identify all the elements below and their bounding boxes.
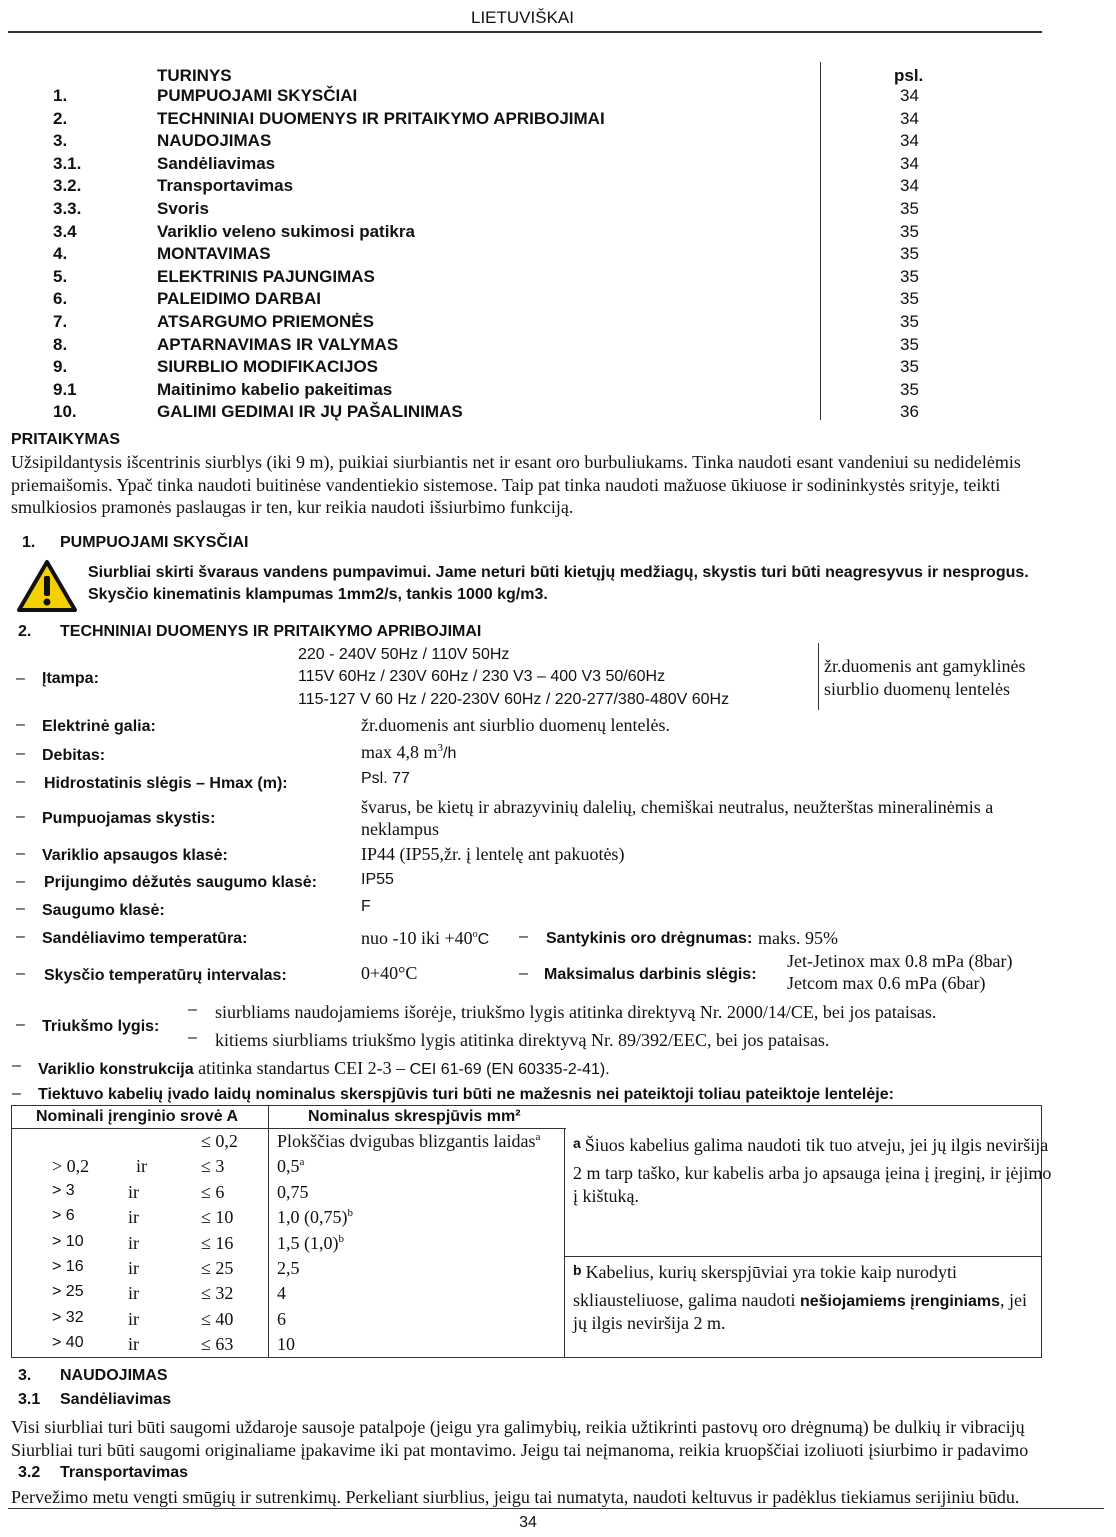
dash-bullet (16, 965, 25, 983)
flow-unit-sup: 3 (437, 742, 443, 754)
table-header-rule (11, 1128, 566, 1129)
max-pressure-label: Maksimalus darbinis slėgis: (544, 966, 757, 983)
toc-item-title: PUMPUOJAMI SKYSČIAI (157, 86, 358, 105)
dash-bullet (16, 1016, 25, 1034)
voltage-line-3: 115-127 V 60 Hz / 220-230V 60Hz / 220-277/380-480V 60Hz (298, 691, 730, 708)
dash-bullet (519, 965, 528, 983)
noise-line-2: kitiems siurbliams triukšmo lygis atitinka direktyvą Nr. 89/392/EEC, bei jos pataisas. (215, 1030, 830, 1050)
storage-temp-unit: C (477, 931, 490, 948)
cable-row-from: > 0,2 (52, 1156, 90, 1176)
note-b-line-2 (573, 1290, 1027, 1311)
cable-row-to: ≤ 40 (201, 1309, 234, 1329)
voltage-note-divider (818, 643, 819, 710)
section2-num: 2. (18, 623, 32, 640)
power-value: žr.duomenis ant siurblio duomenų lentelės. (361, 715, 670, 735)
toc-item-page: 35 (900, 289, 919, 308)
max-pressure-line-2: Jetcom max 0.6 mPa (6bar) (787, 973, 986, 993)
toc-item-title: TECHNINIAI DUOMENYS IR PRITAIKYMO APRIBOJIMAI (157, 109, 605, 128)
box-protection-label: Prijungimo dėžutės saugumo klasė: (44, 874, 317, 891)
note-b-line-1: Kabelius, kurių skerspjūviai yra tokie kaip nurodyti (585, 1262, 957, 1282)
motor-protection-value: IP44 (IP55,žr. į lentelę ant pakuotės) (361, 844, 625, 864)
toc-item-title: Variklio veleno sukimosi patikra (157, 222, 415, 241)
section1-num: 1. (22, 534, 36, 551)
dash-bullet (188, 1029, 197, 1047)
toc-item-number: 1. (53, 86, 68, 105)
cable-row-section (277, 1283, 286, 1304)
toc-item-number: 4. (53, 244, 68, 263)
note-b (573, 1262, 957, 1283)
toc-item-title: NAUDOJIMAS (157, 131, 272, 150)
section3-num: 3. (18, 1367, 32, 1384)
cable-row-to: ≤ 25 (201, 1258, 234, 1278)
toc-item-page: 34 (900, 86, 919, 105)
cable-row-to: ≤ 32 (201, 1283, 234, 1303)
noise-label: Triukšmo lygis: (42, 1018, 160, 1035)
liquid-line-1: švarus, be kietų ir abrazyvinių dalelių, chemiškai neutralus, neužterštas mineralinėmis a (361, 797, 994, 817)
cable-row-to: ≤ 16 (201, 1233, 234, 1253)
dash-bullet (16, 845, 25, 863)
safety-class-value: F (361, 898, 371, 915)
head-value: Psl. 77 (361, 770, 410, 787)
motor-construction-value-a: atitinka standartus CEI 2-3 – (198, 1058, 410, 1078)
dash-bullet (16, 773, 25, 791)
toc-item-title: MONTAVIMAS (157, 244, 271, 263)
toc-item-page: 34 (900, 131, 919, 150)
toc-item-page: 35 (900, 199, 919, 218)
cable-row-footnote-mark: a (535, 1131, 541, 1143)
cable-row-section (277, 1182, 309, 1203)
voltage-line-1: 220 - 240V 50Hz / 110V 50Hz (298, 646, 510, 663)
toc-divider (820, 62, 821, 420)
table-col1-header: Nominali įrenginio srovė A (36, 1108, 239, 1125)
toc-item-title: PALEIDIMO DARBAI (157, 289, 322, 308)
motor-construction-label: Variklio konstrukcija (38, 1061, 194, 1078)
toc-item-page: 34 (900, 176, 919, 195)
toc-item-page: 35 (900, 357, 919, 376)
toc-item-title: ELEKTRINIS PAJUNGIMAS (157, 267, 375, 286)
storage-temp-number: nuo -10 iki +40 (361, 928, 473, 948)
cable-row-from: > 10 (52, 1233, 84, 1250)
liquid-temp-value: 0+40°C (361, 963, 418, 983)
noise-line-1: siurbliams naudojamiems išorėje, triukšmo lygis atitinka direktyvą Nr. 2000/14/CE, bei jos pataisas. (215, 1002, 937, 1022)
toc-item-number: 9.1 (53, 380, 77, 399)
toc-item-number: 3.2. (53, 176, 82, 195)
toc-item-title: Maitinimo kabelio pakeitimas (157, 380, 393, 399)
cable-row-joiner: ir (128, 1182, 139, 1202)
warning-icon (16, 559, 78, 613)
cable-row-section (277, 1233, 344, 1254)
toc-item-page: 34 (900, 154, 919, 173)
toc-item-number: 3. (53, 131, 68, 150)
flow-value (361, 742, 456, 763)
toc-title: TURINYS (157, 66, 232, 85)
toc-item-page: 35 (900, 335, 919, 354)
page-number: 34 (519, 1514, 537, 1531)
cable-row-from: > 32 (52, 1309, 84, 1326)
header-language: LIETUVIŠKAI (471, 8, 574, 27)
cable-row-section-value: 1,5 (1,0) (277, 1233, 339, 1253)
toc-item-title: SIURBLIO MODIFIKACIJOS (157, 357, 379, 376)
humidity-label: Santykinis oro drėgnumas: (546, 930, 753, 947)
section3-2-line: Pervežimo metu vengti smūgių ir sutrenkimų. Perkeliant siurblius, jeigu tai numatyta, naudoti keltuvus ir padėklus tiekiamus serijiniu būdu. (11, 1487, 1020, 1507)
application-heading: PRITAIKYMAS (11, 431, 121, 448)
toc-item-page: 35 (900, 222, 919, 241)
cable-row-joiner: ir (128, 1309, 139, 1329)
note-b-line-2-pre: skliausteliuose, galima naudoti (573, 1290, 800, 1310)
dash-bullet (12, 1085, 21, 1103)
max-pressure-line-1: Jet-Jetinox max 0.8 mPa (8bar) (787, 951, 1013, 971)
cable-row-from: > 3 (52, 1182, 75, 1199)
table-border-bottom (11, 1357, 1042, 1358)
toc-item-number: 10. (53, 402, 77, 421)
box-protection-value: IP55 (361, 871, 394, 888)
table-notes-rule (564, 1256, 1042, 1257)
cable-row-footnote-mark: b (338, 1233, 344, 1245)
cable-row-section-value: 0,75 (277, 1182, 309, 1202)
dash-bullet (16, 745, 25, 763)
cable-row-section (277, 1131, 540, 1152)
toc-item-title: Transportavimas (157, 176, 294, 195)
dash-bullet (12, 1057, 21, 1075)
table-notes-divider (564, 1128, 565, 1357)
cable-row-to: ≤ 63 (201, 1334, 234, 1354)
cable-row-to: ≤ 6 (201, 1182, 225, 1202)
section3-1-title: Sandėliavimas (60, 1391, 172, 1408)
note-b-mark: b (573, 1262, 582, 1278)
toc-item-number: 2. (53, 109, 68, 128)
cable-intro: Tiektuvo kabelių įvado laidų nominalus skerspjūvis turi būti ne mažesnis nei pateiktoji toliau pateiktoje lentelėje: (38, 1086, 894, 1103)
cable-row-footnote-mark: b (347, 1207, 353, 1219)
cable-row-section (277, 1207, 353, 1228)
section1-warning-line-1: Siurbliai skirti švaraus vandens pumpavimui. Jame neturi būti kietųjų medžiagų, skystis turi būti neagresyvus ir nesprogus. (88, 564, 1029, 581)
application-line-1: Užsipildantysis išcentrinis siurblys (iki 9 m), puikiai siurbiantis net ir esant oro burbuliukams. Tinka naudoti esant vandeniui su nedidelėmis (11, 452, 1021, 472)
toc-item-number: 5. (53, 267, 68, 286)
application-line-3: smulkiosios pramonės paslaugas ir ten, kur reikia naudoti išsiurbimo funkciją. (11, 497, 574, 517)
toc-item-title: APTARNAVIMAS IR VALYMAS (157, 335, 399, 354)
table-col-divider (268, 1105, 269, 1357)
dash-bullet (519, 928, 528, 946)
cable-row-joiner: ir (128, 1283, 139, 1303)
voltage-note-line-1: žr.duomenis ant gamyklinės (824, 656, 1026, 676)
voltage-line-2: 115V 60Hz / 230V 60Hz / 230 V3 – 400 V3 50/60Hz (298, 668, 666, 685)
cable-row-from: > 40 (52, 1334, 84, 1351)
dash-bullet (16, 808, 25, 826)
toc-item-title: Sandėliavimas (157, 154, 276, 173)
toc-item-number: 3.1. (53, 154, 82, 173)
safety-class-label: Saugumo klasė: (42, 902, 165, 919)
cable-row-to: ≤ 3 (201, 1156, 225, 1176)
note-a-line-3: į kištuką. (573, 1186, 639, 1206)
toc-item-number: 3.4 (53, 222, 77, 241)
storage-temp-label: Sandėliavimo temperatūra: (42, 930, 248, 947)
table-col2-header: Nominalus skrespjūvis mm² (308, 1108, 521, 1125)
section2-title: TECHNINIAI DUOMENYS IR PRITAIKYMO APRIBOJIMAI (60, 623, 482, 640)
note-b-line-3: jų ilgis neviršija 2 m. (573, 1313, 726, 1333)
cable-row-joiner: ir (128, 1258, 139, 1278)
toc-item-page: 36 (900, 402, 919, 421)
toc-item-page: 35 (900, 244, 919, 263)
cable-row-footnote-mark: a (299, 1156, 305, 1168)
humidity-value: maks. 95% (758, 928, 838, 948)
toc-item-page: 35 (900, 267, 919, 286)
table-border-top (11, 1105, 1042, 1106)
dash-bullet (16, 716, 25, 734)
power-label: Elektrinė galia: (42, 718, 156, 735)
header-rule (8, 31, 1042, 33)
note-b-line-2-post: , jei (1000, 1290, 1028, 1310)
storage-temp-degree: o (472, 929, 478, 940)
dash-bullet (16, 873, 25, 891)
section1-title: PUMPUOJAMI SKYSČIAI (60, 534, 249, 551)
section3-1-line-1: Visi siurbliai turi būti saugomi uždaroje sausoje patalpoje (jeigu yra galimybių, reikia užtikrinti pastovų oro drėgnumą) be dulkių ir vibracijų (11, 1417, 1025, 1437)
toc-item-number: 3.3. (53, 199, 82, 218)
toc-page-header: psl. (894, 66, 924, 85)
storage-temp-value (361, 928, 489, 949)
dash-bullet (16, 900, 25, 918)
toc-item-number: 6. (53, 289, 68, 308)
section1-warning-line-2: Skysčio kinematinis klampumas 1mm2/s, tankis 1000 kg/m3. (88, 586, 548, 603)
note-a-line-1: Šiuos kabelius galima naudoti tik tuo atveju, jei jų ilgis neviršija (584, 1135, 1049, 1155)
section3-title: NAUDOJIMAS (60, 1367, 168, 1384)
cable-row-from: > 16 (52, 1258, 84, 1275)
liquid-label: Pumpuojamas skystis: (42, 810, 216, 827)
cable-row-joiner: ir (128, 1334, 139, 1354)
liquid-line-2: neklampus (361, 819, 439, 839)
head-label: Hidrostatinis slėgis – Hmax (m): (44, 775, 288, 792)
liquid-temp-label: Skysčio temperatūrų intervalas: (44, 967, 287, 984)
section3-1-num: 3.1 (18, 1391, 41, 1408)
cable-row-to: ≤ 0,2 (201, 1131, 238, 1151)
cable-row-joiner: ir (128, 1233, 139, 1253)
toc-item-number: 7. (53, 312, 68, 331)
footer-rule (8, 1508, 1104, 1509)
cable-row-section (277, 1258, 300, 1279)
cable-row-to: ≤ 10 (201, 1207, 234, 1227)
toc-item-title: Svoris (157, 199, 209, 218)
motor-construction-value-b: CEI 61-69 (EN 60335-2-41). (409, 1061, 610, 1078)
toc-item-page: 35 (900, 380, 919, 399)
cable-row-joiner: ir (128, 1207, 139, 1227)
cable-row-from: > 25 (52, 1283, 84, 1300)
toc-item-page: 35 (900, 312, 919, 331)
flow-label: Debitas: (42, 747, 106, 764)
toc-item-title: GALIMI GEDIMAI IR JŲ PAŠALINIMAS (157, 402, 463, 421)
section3-2-title: Transportavimas (60, 1464, 189, 1481)
motor-protection-label: Variklio apsaugos klasė: (42, 847, 228, 864)
cable-row-section-value: 2,5 (277, 1258, 300, 1278)
toc-item-title: ATSARGUMO PRIEMONĖS (157, 312, 374, 331)
dash-bullet (16, 928, 25, 946)
cable-row-section-value: 4 (277, 1283, 286, 1303)
flow-number: max 4,8 m (361, 742, 438, 762)
toc-item-number: 9. (53, 357, 68, 376)
voltage-note-line-2: siurblio duomenų lentelės (824, 679, 1010, 699)
section3-2-num: 3.2 (18, 1464, 41, 1481)
cable-row-section (277, 1156, 304, 1177)
cable-row-section-value: 6 (277, 1309, 286, 1329)
cable-row-section-value: Plokščias dvigubas blizgantis laidas (277, 1131, 536, 1151)
dash-bullet (188, 1001, 197, 1019)
application-line-2: priemaišomis. Ypač tinka naudoti buitinėse vandentiekio sistemose. Taip pat tinka naudoti mažuose ūkiuose ir sodininkystės srityje, teikti (11, 475, 1001, 495)
note-a-line-2: 2 m tarp taško, kur kabelis arba jo apsauga įeina į įreginį, ir įėjimo (573, 1163, 1052, 1183)
table-border-left (11, 1105, 12, 1357)
toc-item-number: 8. (53, 335, 68, 354)
toc-item-page: 34 (900, 109, 919, 128)
cable-row-section (277, 1309, 286, 1330)
cable-row-section-value: 0,5 (277, 1156, 300, 1176)
cable-row-section-value: 1,0 (0,75) (277, 1207, 348, 1227)
section3-1-line-2: Siurbliai turi būti saugomi originaliame įpakavime iki pat montavimo. Jeigu tai neįmanoma, reikia kruopščiai izoliuoti įsiurbimo ir padavimo (11, 1440, 1029, 1460)
dash-bullet (16, 670, 25, 688)
note-a-mark: a (573, 1135, 581, 1151)
cable-row-section-value: 10 (277, 1334, 295, 1354)
voltage-label: Įtampa: (42, 670, 99, 687)
motor-construction-line (38, 1058, 610, 1079)
cable-row-section (277, 1334, 295, 1355)
flow-unit: /h (443, 745, 457, 762)
note-b-line-2-bold: nešiojamiems įrenginiams (799, 1293, 1001, 1310)
note-a (573, 1135, 1048, 1156)
cable-row-from: > 6 (52, 1207, 75, 1224)
cable-row-joiner: ir (136, 1156, 147, 1176)
